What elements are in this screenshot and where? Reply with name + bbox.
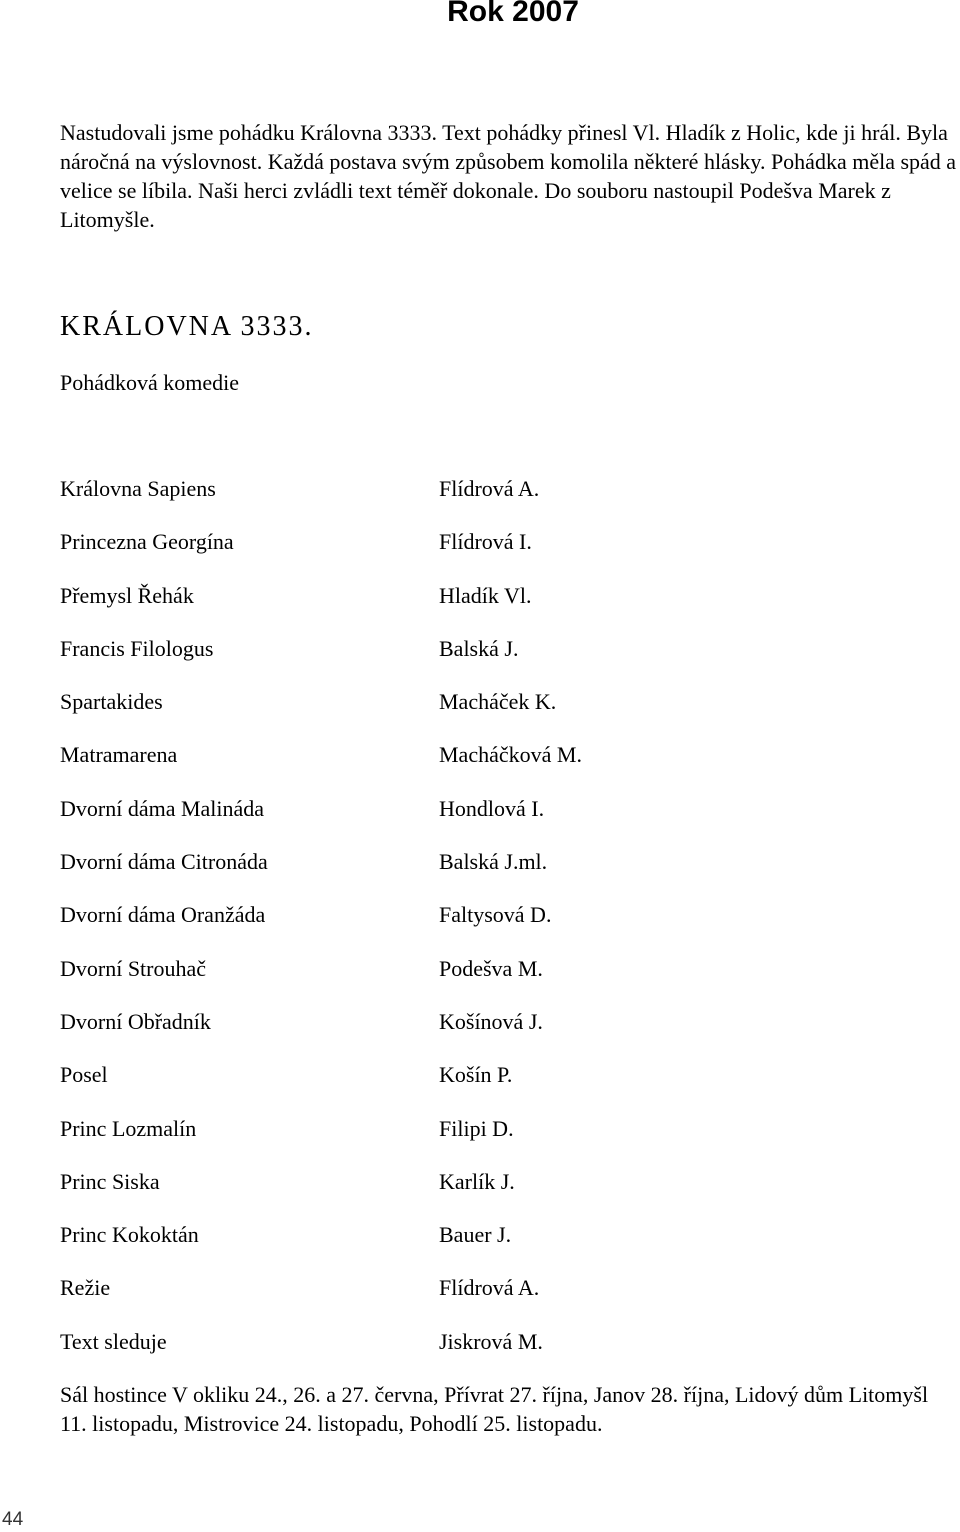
cast-row: [60, 1115, 940, 1168]
cast-row: [60, 848, 940, 901]
cast-actor: Balská J.ml.: [439, 849, 548, 875]
cast-actor: Hladík Vl.: [439, 582, 532, 608]
cast-row: [60, 795, 940, 848]
cast-role: Matramarena: [60, 742, 178, 768]
cast-row: [60, 1168, 940, 1221]
cast-role: Princ Lozmalín: [60, 1115, 197, 1141]
performance-venues: Sál hostince V okliku 24., 26. a 27. června, Přívrat 27. října, Janov 28. října, Lidový dům Litomyšl 11. listopadu, Mistrovice 24. listopadu, Pohodlí 25. listopadu.: [60, 1382, 929, 1436]
cast-actor: Karlík J.: [439, 1168, 515, 1194]
cast-row: [60, 688, 940, 741]
cast-role: Dvorní dáma Citronáda: [60, 849, 268, 875]
cast-actor: Košín P.: [439, 1062, 513, 1088]
cast-actor: Filipi D.: [439, 1115, 514, 1141]
cast-actor: Faltysová D.: [439, 902, 552, 928]
cast-actor: Flídrová A.: [439, 476, 540, 501]
cast-role: Dvorní dáma Malináda: [60, 795, 265, 821]
cast-row: [60, 528, 940, 581]
cast-row: [60, 901, 940, 954]
cast-actor: Flídrová A.: [439, 1275, 540, 1301]
cast-role: Dvorní dáma Oranžáda: [60, 902, 266, 928]
cast-role: Režie: [60, 1275, 111, 1301]
intro-paragraph: Nastudovali jsme pohádku Královna 3333. Text pohádky přinesl Vl. Hladík z Holic, kde ji hrál. Byla náročná na výslovnost. Každá postava svým způsobem komolila některé hlásky. Pohádka měla spád a velice se líbila. Naši herci zvládli text téměř dokonale. Do souboru nastoupil Podešva Marek z Litomyšle.: [60, 120, 957, 232]
cast-role: Spartakides: [60, 689, 163, 715]
cast-role: Dvorní Strouhač: [60, 955, 207, 981]
cast-role: Posel: [60, 1062, 108, 1088]
cast-role: Princ Siska: [60, 1168, 160, 1194]
cast-row: [60, 1061, 940, 1114]
cast-actor: Podešva M.: [439, 955, 543, 981]
cast-actor: Hondlová I.: [439, 795, 545, 821]
page-title: Rok 2007: [447, 0, 579, 28]
cast-actor: Flídrová I.: [439, 529, 532, 555]
cast-row: [60, 635, 940, 688]
cast-role: Francis Filologus: [60, 635, 214, 661]
cast-actor: Macháčková M.: [439, 742, 582, 768]
cast-row: [60, 741, 940, 794]
page-number: 44: [2, 1509, 24, 1530]
cast-role: Královna Sapiens: [60, 476, 216, 501]
cast-list: [60, 475, 940, 1381]
play-subtitle: Pohádková komedie: [60, 370, 240, 395]
cast-row: [60, 955, 940, 1008]
cast-actor: Jiskrová M.: [439, 1328, 543, 1354]
cast-row: [60, 582, 940, 635]
cast-actor: Bauer J.: [439, 1222, 512, 1248]
cast-row: [60, 1008, 940, 1061]
cast-row: [60, 1274, 940, 1327]
cast-actor: Košínová J.: [439, 1008, 543, 1034]
play-title: KRÁLOVNA 3333.: [60, 311, 314, 342]
cast-role: Text sleduje: [60, 1328, 167, 1354]
cast-role: Dvorní Obřadník: [60, 1008, 211, 1034]
cast-role: Princezna Georgína: [60, 529, 234, 555]
cast-role: Přemysl Řehák: [60, 582, 194, 608]
cast-row: [60, 1328, 940, 1381]
cast-role: Princ Kokoktán: [60, 1222, 199, 1248]
cast-row: [60, 475, 940, 528]
cast-row: [60, 1221, 940, 1274]
cast-actor: Balská J.: [439, 635, 519, 661]
cast-actor: Macháček K.: [439, 689, 557, 715]
